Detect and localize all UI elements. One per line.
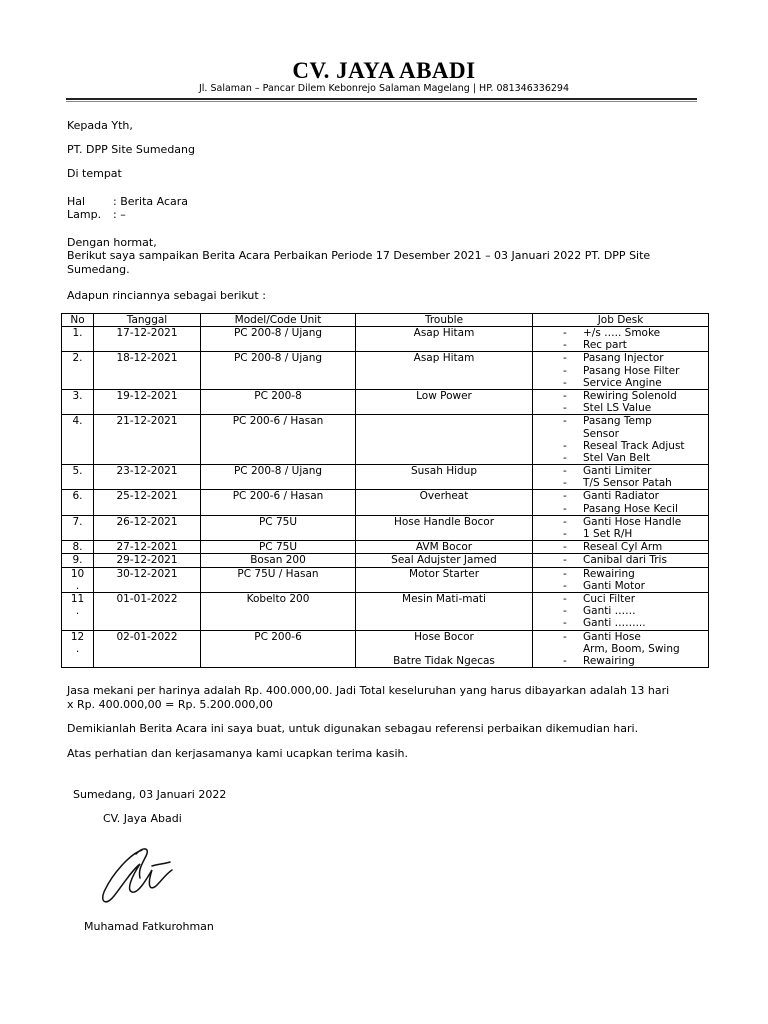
cell-no	[62, 554, 94, 567]
cell-date-text: 17-12-2021	[116, 327, 178, 339]
cell-job-desk	[533, 630, 709, 668]
job-bullet: -	[563, 415, 567, 428]
cell-trouble-line: Overheat	[419, 490, 469, 503]
job-item	[533, 541, 708, 553]
payment-line-1: Jasa mekani per harinya adalah Rp. 400.000,00. Jadi Total keseluruhan yang harus dibayarkan adalah 13 hari	[67, 684, 670, 697]
job-text: T/S Sensor Patah	[583, 477, 672, 490]
job-text: Sensor	[583, 427, 619, 440]
company-address: Jl. Salaman – Pancar Dilem Kebonrejo Salaman Magelang | HP. 081346336294	[198, 83, 570, 94]
cell-date-text: 23-12-2021	[116, 465, 178, 478]
job-bullet: -	[563, 515, 567, 528]
cell-no	[62, 415, 94, 465]
job-bullet: -	[563, 502, 567, 515]
details-intro: Adapun rinciannya sebagai berikut :	[67, 289, 266, 302]
cell-unit	[201, 327, 356, 352]
subject-lamp-label: Lamp.	[67, 208, 102, 221]
cell-trouble-line: Batre Tidak Ngecas	[393, 654, 495, 667]
cell-unit-text: PC 200-6 / Hasan	[232, 490, 324, 503]
repair-table	[61, 313, 709, 668]
job-text: Rewairing	[583, 567, 635, 580]
cell-date	[94, 327, 201, 352]
job-item	[533, 390, 708, 402]
cell-job-desk	[533, 327, 709, 352]
cell-no-line: .	[75, 642, 80, 655]
cell-trouble-line: Asap Hitam	[413, 352, 475, 365]
cell-trouble	[356, 352, 533, 390]
job-item	[533, 516, 708, 528]
job-text: Rewiring Solenold	[583, 389, 677, 402]
cell-trouble-line: Motor Starter	[408, 567, 480, 580]
job-bullet: -	[563, 541, 567, 554]
table-row	[62, 554, 709, 567]
cell-no	[62, 389, 94, 414]
header-unit: Model/Code Unit	[201, 314, 356, 327]
cell-date	[94, 415, 201, 465]
job-item	[533, 365, 708, 377]
job-text: 1 Set R/H	[583, 528, 633, 540]
signature-company: CV. Jaya Abadi	[103, 812, 182, 825]
cell-unit	[201, 490, 356, 515]
intro-line-1: Berikut saya sampaikan Berita Acara Perbaikan Periode 17 Desember 2021 – 03 Januari 2022 PT. DPP Site	[67, 249, 651, 262]
job-item	[533, 593, 708, 605]
job-text: Ganti Motor	[583, 579, 645, 592]
cell-trouble	[356, 592, 533, 630]
cell-unit	[201, 541, 356, 554]
cell-no-line: 8.	[72, 541, 83, 554]
job-bullet: -	[563, 617, 567, 630]
header-date: Tanggal	[94, 314, 201, 327]
cell-unit	[201, 554, 356, 567]
job-bullet: -	[563, 477, 567, 490]
cell-job-desk	[533, 541, 709, 554]
recipient-place: Di tempat	[67, 167, 122, 180]
header-job-desk: Job Desk	[533, 314, 709, 327]
job-bullet: -	[563, 630, 567, 643]
cell-unit-text: PC 200-8 / Ujang	[233, 327, 323, 339]
cell-date-text: 25-12-2021	[116, 490, 178, 503]
closing-statement: Demikianlah Berita Acara ini saya buat, untuk digunakan sebagau referensi perbaikan dikemudian hari.	[67, 722, 639, 735]
job-item	[533, 631, 708, 643]
job-item	[533, 415, 708, 427]
cell-job-desk	[533, 465, 709, 490]
cell-trouble-line: Mesin Mati-mati	[402, 592, 486, 605]
job-item	[533, 402, 708, 414]
job-item	[533, 440, 708, 452]
company-name: CV. JAYA ABADI	[292, 58, 476, 83]
cell-date-text: 26-12-2021	[116, 515, 178, 528]
cell-trouble-line: Low Power	[416, 389, 472, 402]
subject-hal-value: : Berita Acara	[113, 195, 189, 208]
job-bullet: -	[563, 376, 567, 389]
cell-no-line: 4.	[72, 415, 83, 428]
header-rule	[66, 98, 697, 100]
job-text: Arm, Boom, Swing	[583, 642, 680, 655]
subject-lamp-value: : –	[113, 208, 126, 221]
cell-unit	[201, 592, 356, 630]
table-row	[62, 352, 709, 390]
job-bullet: -	[563, 654, 567, 667]
job-text: Ganti Hose Handle	[583, 515, 682, 528]
cell-unit-text: PC 200-8	[254, 389, 302, 402]
subject-lamp	[67, 208, 126, 222]
cell-trouble-line	[356, 643, 532, 655]
header-trouble: Trouble	[356, 314, 533, 327]
cell-job-desk	[533, 567, 709, 592]
cell-unit-text: PC 200-6	[254, 630, 302, 643]
cell-no	[62, 541, 94, 554]
job-item	[533, 465, 708, 477]
job-item	[533, 490, 708, 502]
cell-no-line: 12	[70, 630, 85, 643]
job-item	[533, 528, 708, 540]
cell-no-line: 2.	[72, 352, 83, 365]
cell-unit	[201, 567, 356, 592]
table-row	[62, 465, 709, 490]
cell-unit	[201, 515, 356, 540]
job-bullet: -	[563, 439, 567, 452]
job-item	[533, 643, 708, 655]
cell-no-line: 1.	[72, 327, 83, 339]
job-text: Canibal dari Tris	[583, 554, 667, 567]
cell-date	[94, 592, 201, 630]
cell-trouble-line: AVM Bocor	[415, 541, 473, 554]
cell-date-text: 01-01-2022	[116, 592, 178, 605]
job-text: Stel LS Value	[583, 402, 652, 415]
place-date: Sumedang, 03 Januari 2022	[73, 788, 227, 801]
subject-hal	[67, 195, 188, 209]
cell-no	[62, 490, 94, 515]
job-text: Ganti ……...	[583, 617, 646, 630]
closing-thanks: Atas perhatian dan kerjasamanya kami ucapkan terima kasih.	[67, 747, 408, 760]
cell-trouble	[356, 630, 533, 668]
cell-date-text: 30-12-2021	[116, 567, 178, 580]
cell-no-line: 7.	[72, 515, 83, 528]
cell-job-desk	[533, 554, 709, 567]
cell-unit	[201, 630, 356, 668]
cell-date-text: 29-12-2021	[116, 554, 178, 567]
cell-trouble	[356, 389, 533, 414]
cell-no	[62, 592, 94, 630]
cell-no-line: 9.	[72, 554, 83, 567]
cell-date	[94, 465, 201, 490]
job-text: Pasang Hose Kecil	[583, 502, 678, 515]
job-text: Rewairing	[583, 654, 635, 667]
job-bullet: -	[563, 579, 567, 592]
table-row	[62, 327, 709, 352]
job-text: Pasang Temp	[583, 415, 652, 428]
cell-date	[94, 554, 201, 567]
job-text: Pasang Injector	[583, 352, 664, 365]
cell-no-line: 10	[70, 567, 85, 580]
table-row	[62, 389, 709, 414]
cell-date-text: 21-12-2021	[116, 415, 178, 428]
cell-unit-text: PC 200-8 / Ujang	[233, 465, 323, 478]
cell-no	[62, 567, 94, 592]
job-text: Cuci Filter	[583, 592, 636, 605]
job-text: Ganti Hose	[583, 630, 641, 643]
table-row	[62, 490, 709, 515]
recipient-to: Kepada Yth,	[67, 119, 133, 132]
job-bullet: -	[563, 339, 567, 352]
cell-job-desk	[533, 352, 709, 390]
job-bullet: -	[563, 402, 567, 415]
handwritten-signature	[92, 840, 182, 910]
job-text: Ganti ……	[583, 605, 636, 618]
cell-date	[94, 630, 201, 668]
cell-unit	[201, 352, 356, 390]
job-item	[533, 339, 708, 351]
cell-no-line: 11	[70, 592, 85, 605]
cell-trouble-line: Seal Adujster Jamed	[391, 554, 497, 567]
cell-unit-text: PC 75U	[258, 515, 298, 528]
job-bullet: -	[563, 327, 567, 339]
job-text: Reseal Track Adjust	[583, 439, 685, 452]
cell-date	[94, 352, 201, 390]
cell-unit-text: PC 75U	[258, 541, 298, 554]
cell-job-desk	[533, 490, 709, 515]
job-text: Ganti Limiter	[583, 465, 652, 478]
job-item	[533, 352, 708, 364]
cell-trouble	[356, 554, 533, 567]
cell-no	[62, 515, 94, 540]
header-rule-thin	[66, 101, 697, 102]
cell-date	[94, 567, 201, 592]
cell-no-line: 6.	[72, 490, 83, 503]
job-item	[533, 428, 708, 440]
job-text: +/s ….. Smoke	[583, 327, 661, 339]
cell-trouble	[356, 515, 533, 540]
job-item	[533, 377, 708, 389]
job-item	[533, 452, 708, 464]
job-bullet: -	[563, 389, 567, 402]
cell-unit	[201, 415, 356, 465]
job-text: Stel Van Belt	[583, 451, 650, 464]
table-row	[62, 567, 709, 592]
job-bullet: -	[563, 451, 567, 464]
job-item	[533, 617, 708, 629]
cell-unit	[201, 465, 356, 490]
job-item	[533, 655, 708, 667]
job-bullet: -	[563, 567, 567, 580]
job-bullet: -	[563, 605, 567, 618]
cell-no-line: 5.	[72, 465, 83, 478]
table-header-row	[62, 314, 709, 327]
signer-name: Muhamad Fatkurohman	[84, 920, 214, 933]
job-text: Reseal Cyl Arm	[583, 541, 663, 554]
cell-no-line: 3.	[72, 389, 83, 402]
cell-no	[62, 630, 94, 668]
intro-line-2: Sumedang.	[67, 263, 130, 276]
job-bullet: -	[563, 528, 567, 540]
cell-date-text: 02-01-2022	[116, 630, 178, 643]
cell-no	[62, 465, 94, 490]
cell-job-desk	[533, 592, 709, 630]
cell-date-text: 19-12-2021	[116, 389, 178, 402]
table-row	[62, 415, 709, 465]
job-item	[533, 568, 708, 580]
recipient-company: PT. DPP Site Sumedang	[67, 143, 196, 156]
cell-trouble	[356, 541, 533, 554]
cell-date	[94, 490, 201, 515]
job-item	[533, 605, 708, 617]
cell-trouble-line: Susah Hidup	[410, 465, 477, 478]
cell-unit-text: Kobelto 200	[246, 592, 310, 605]
job-bullet: -	[563, 592, 567, 605]
greeting: Dengan hormat,	[67, 236, 157, 249]
job-bullet: -	[563, 490, 567, 503]
job-text: Rec part	[583, 339, 627, 352]
cell-date-text: 27-12-2021	[116, 541, 178, 554]
job-text: Pasang Hose Filter	[583, 364, 680, 377]
cell-unit-text: PC 200-8 / Ujang	[233, 352, 323, 365]
job-item	[533, 503, 708, 515]
cell-job-desk	[533, 389, 709, 414]
cell-trouble-line: Asap Hitam	[413, 327, 475, 339]
job-item	[533, 477, 708, 489]
cell-job-desk	[533, 515, 709, 540]
table-row	[62, 515, 709, 540]
table-row	[62, 541, 709, 554]
job-bullet: -	[563, 352, 567, 365]
cell-no-line: .	[75, 605, 80, 618]
job-item	[533, 580, 708, 592]
cell-unit-text: PC 200-6 / Hasan	[232, 415, 324, 428]
cell-no-line: .	[75, 579, 80, 592]
cell-unit	[201, 389, 356, 414]
subject-hal-label: Hal	[67, 195, 86, 208]
cell-unit-text: PC 75U / Hasan	[237, 567, 319, 580]
table-row	[62, 592, 709, 630]
cell-trouble	[356, 465, 533, 490]
cell-trouble-line: Hose Bocor	[414, 630, 474, 643]
job-bullet: -	[563, 364, 567, 377]
cell-trouble	[356, 415, 533, 465]
cell-date	[94, 515, 201, 540]
cell-date	[94, 541, 201, 554]
cell-trouble-line: Hose Handle Bocor	[393, 515, 495, 528]
cell-date	[94, 389, 201, 414]
job-item	[533, 327, 708, 339]
job-text: Service Angine	[583, 376, 662, 389]
cell-trouble	[356, 327, 533, 352]
table-row	[62, 630, 709, 668]
cell-no	[62, 327, 94, 352]
cell-trouble	[356, 490, 533, 515]
job-text: Ganti Radiator	[583, 490, 659, 503]
cell-date-text: 18-12-2021	[116, 352, 178, 365]
payment-line-2: x Rp. 400.000,00 = Rp. 5.200.000,00	[67, 698, 273, 711]
job-bullet: -	[563, 465, 567, 478]
cell-unit-text: Bosan 200	[250, 554, 306, 567]
job-bullet: -	[563, 554, 567, 567]
cell-trouble	[356, 567, 533, 592]
cell-job-desk	[533, 415, 709, 465]
cell-no	[62, 352, 94, 390]
header-no: No	[62, 314, 94, 327]
job-item	[533, 554, 708, 566]
